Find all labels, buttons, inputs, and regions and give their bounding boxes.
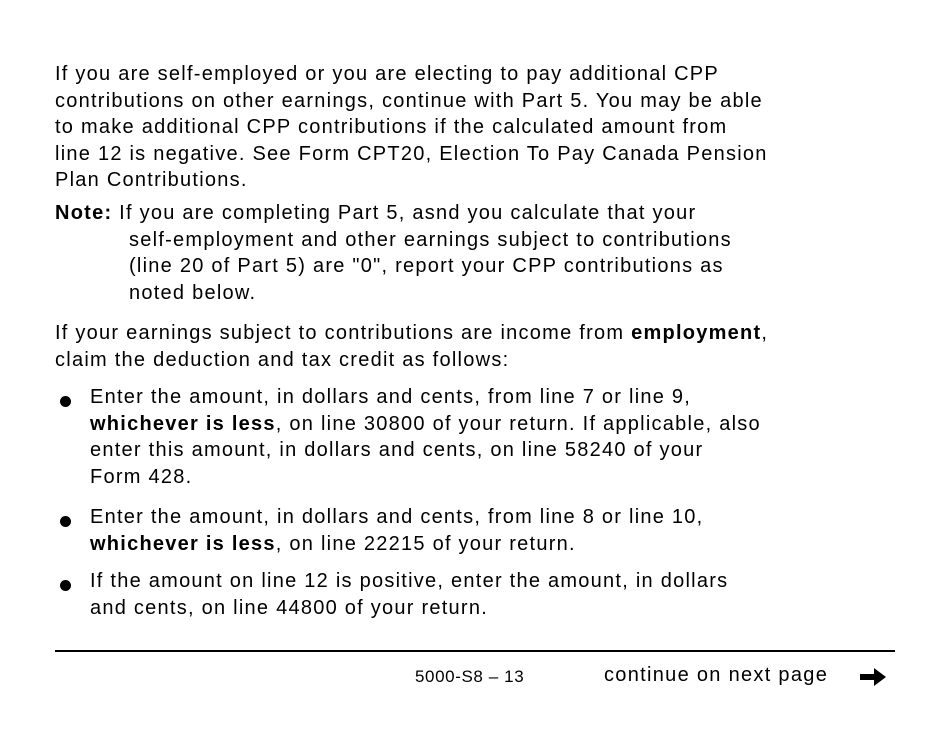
bold-text: employment xyxy=(631,322,762,344)
continue-label: continue on next page xyxy=(604,664,829,686)
page-number: 5000-S8 – 13 xyxy=(415,667,525,686)
text-line: (line 20 of Part 5) are "0", report your CPP contributions as xyxy=(129,255,724,277)
footer-divider xyxy=(55,650,895,652)
bullet-icon xyxy=(60,516,71,527)
text-line: Plan Contributions. xyxy=(55,169,248,191)
note-label: Note: xyxy=(55,202,113,224)
text-line: line 12 is negative. See Form CPT20, Election To Pay Canada Pension xyxy=(55,142,768,165)
text-line: Form 428. xyxy=(90,465,193,488)
bullet-item xyxy=(90,384,761,490)
text-line: noted below. xyxy=(129,281,257,304)
text-line: to make additional CPP contributions if the calculated amount from xyxy=(55,116,728,138)
text-line: Enter the amount, in dollars and cents, from line 8 or line 10, xyxy=(90,506,704,528)
text-line: If you are self-employed or you are electing to pay additional CPP xyxy=(55,63,719,85)
text-line: claim the deduction and tax credit as follows: xyxy=(55,348,510,371)
intro-paragraph xyxy=(55,61,768,194)
text-line: If the amount on line 12 is positive, enter the amount, in dollars xyxy=(90,570,729,592)
text-line: self-employment and other earnings subject to contributions xyxy=(129,228,732,251)
bold-text: whichever is less xyxy=(90,412,276,435)
text-segment: , xyxy=(761,322,769,344)
employment-paragraph xyxy=(55,320,768,373)
text-line: contributions on other earnings, continue with Part 5. You may be able xyxy=(55,89,763,112)
text-segment: , on line 30800 of your return. If applicable, also xyxy=(275,412,761,435)
bold-text: whichever is less xyxy=(90,532,276,555)
text-segment: , on line 22215 of your return. xyxy=(275,532,576,555)
bullet-item xyxy=(90,504,704,557)
text-line: and cents, on line 44800 of your return. xyxy=(90,596,489,619)
text-line: Enter the amount, in dollars and cents, from line 7 or line 9, xyxy=(90,386,692,408)
bullet-icon xyxy=(60,396,71,407)
text-line: enter this amount, in dollars and cents, on line 58240 of your xyxy=(90,439,704,461)
bullet-icon xyxy=(60,580,71,591)
note-paragraph xyxy=(55,200,732,306)
text-line: If you are completing Part 5, asnd you calculate that your xyxy=(112,202,697,224)
bullet-item xyxy=(90,568,728,621)
arrow-right-icon xyxy=(858,665,888,689)
text-segment: If your earnings subject to contributions are income from xyxy=(55,322,632,344)
